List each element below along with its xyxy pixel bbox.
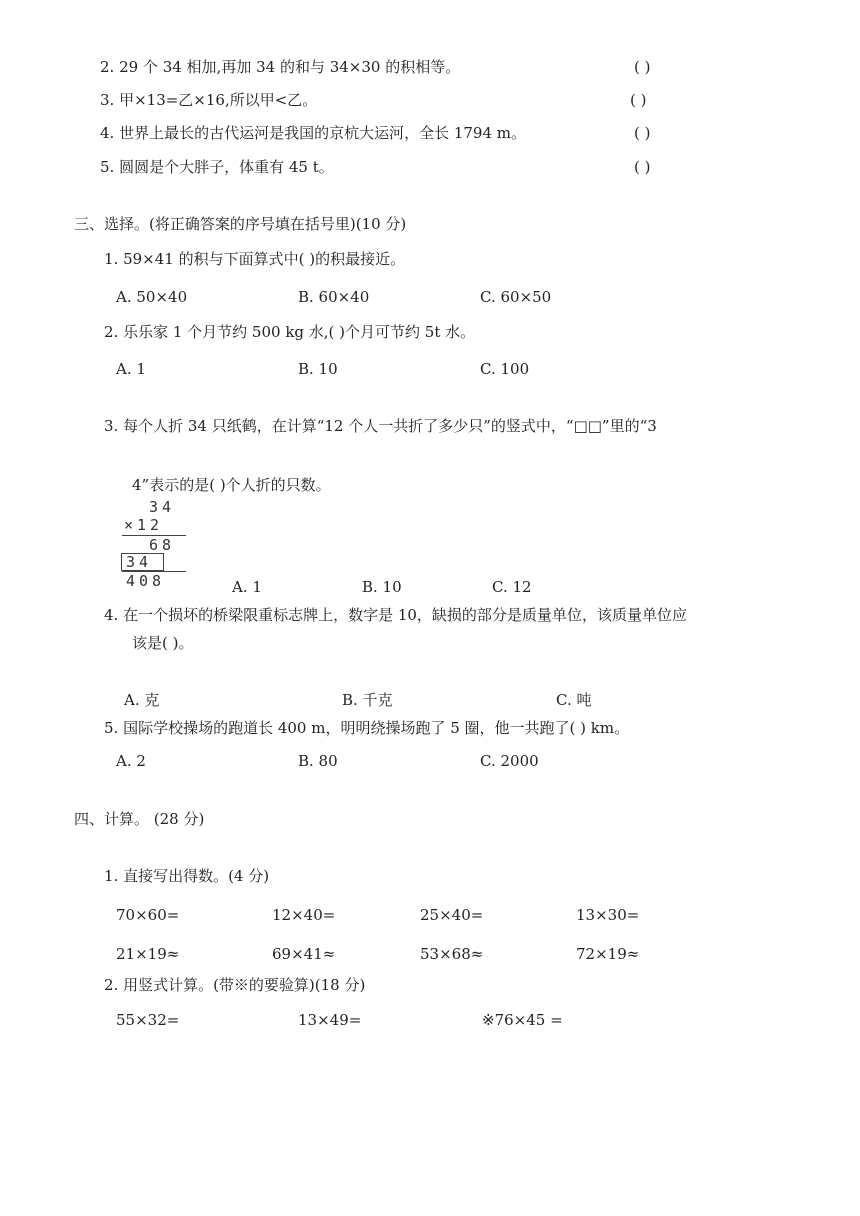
vertical-row-partial-2: 34 [126, 553, 153, 571]
judge-answer-paren-4[interactable]: ( ) [634, 124, 651, 142]
choice-q5-option-b[interactable]: B. 80 [298, 752, 338, 770]
calc-vertical-1: 55×32= [116, 1011, 180, 1029]
calc-oral-1: 70×60= [116, 906, 180, 924]
section-heading-choice: 三、选择。(将正确答案的序号填在括号里)(10 分) [74, 215, 407, 233]
choice-q4-option-a[interactable]: A. 克 [124, 691, 160, 709]
choice-q1-option-c[interactable]: C. 60×50 [480, 288, 552, 306]
judge-item-4: 4. 世界上最长的古代运河是我国的京杭大运河，全长 1794 m。 [100, 124, 527, 142]
choice-q4-stem-line2: 该是( )。 [132, 634, 194, 652]
vertical-row-multiplicand: 34 [149, 498, 176, 516]
calc-part2-title: 2. 用竖式计算。(带※的要验算)(18 分) [104, 976, 366, 994]
judge-answer-paren-5[interactable]: ( ) [634, 158, 651, 176]
choice-q5-stem: 5. 国际学校操场的跑道长 400 m，明明绕操场跑了 5 圈，他一共跑了( ) km。 [104, 719, 630, 737]
calc-part1-title: 1. 直接写出得数。(4 分) [104, 867, 270, 885]
choice-q2-option-a[interactable]: A. 1 [116, 360, 146, 378]
calc-oral-3: 25×40= [420, 906, 484, 924]
choice-q3-stem-line1: 3. 每个人折 34 只纸鹤，在计算“12 个人一共折了多少只”的竖式中，“□□”里的“3 [104, 417, 657, 435]
calc-estimate-2: 69×41≈ [272, 945, 336, 963]
calc-estimate-1: 21×19≈ [116, 945, 180, 963]
calc-vertical-3: ※76×45 = [482, 1011, 563, 1029]
choice-q5-option-a[interactable]: A. 2 [116, 752, 146, 770]
choice-q3-option-c[interactable]: C. 12 [492, 578, 532, 596]
judge-item-2: 2. 29 个 34 相加,再加 34 的和与 34×30 的积相等。 [100, 58, 461, 76]
choice-q1-stem: 1. 59×41 的积与下面算式中( )的积最接近。 [104, 250, 406, 268]
choice-q4-stem-line1: 4. 在一个损坏的桥梁限重标志牌上，数字是 10，缺损的部分是质量单位，该质量单位应 [104, 606, 687, 624]
calc-oral-2: 12×40= [272, 906, 336, 924]
judge-answer-paren-2[interactable]: ( ) [634, 58, 651, 76]
choice-q1-option-a[interactable]: A. 50×40 [116, 288, 188, 306]
choice-q3-option-b[interactable]: B. 10 [362, 578, 402, 596]
calc-oral-4: 13×30= [576, 906, 640, 924]
calc-estimate-4: 72×19≈ [576, 945, 640, 963]
vertical-row-product: 408 [126, 572, 166, 590]
calc-vertical-2: 13×49= [298, 1011, 362, 1029]
choice-q2-option-b[interactable]: B. 10 [298, 360, 338, 378]
vertical-row-partial-1: 68 [149, 536, 176, 554]
choice-q3-option-a[interactable]: A. 1 [232, 578, 262, 596]
choice-q5-option-c[interactable]: C. 2000 [480, 752, 539, 770]
section-heading-calc: 四、计算。 (28 分) [74, 810, 205, 828]
choice-q2-stem: 2. 乐乐家 1 个月节约 500 kg 水,( )个月可节约 5t 水。 [104, 323, 476, 341]
choice-q3-stem-line2: 4”表示的是( )个人折的只数。 [132, 476, 331, 494]
vertical-row-multiplier: ×12 [124, 516, 164, 534]
choice-q4-option-b[interactable]: B. 千克 [342, 691, 393, 709]
choice-q2-option-c[interactable]: C. 100 [480, 360, 530, 378]
judge-item-3: 3. 甲×13=乙×16,所以甲<乙。 [100, 91, 318, 109]
vertical-multiplication [120, 498, 190, 590]
calc-estimate-3: 53×68≈ [420, 945, 484, 963]
judge-item-5: 5. 圆圆是个大胖子，体重有 45 t。 [100, 158, 334, 176]
choice-q1-option-b[interactable]: B. 60×40 [298, 288, 370, 306]
choice-q4-option-c[interactable]: C. 吨 [556, 691, 592, 709]
judge-answer-paren-3[interactable]: ( ) [630, 91, 647, 109]
